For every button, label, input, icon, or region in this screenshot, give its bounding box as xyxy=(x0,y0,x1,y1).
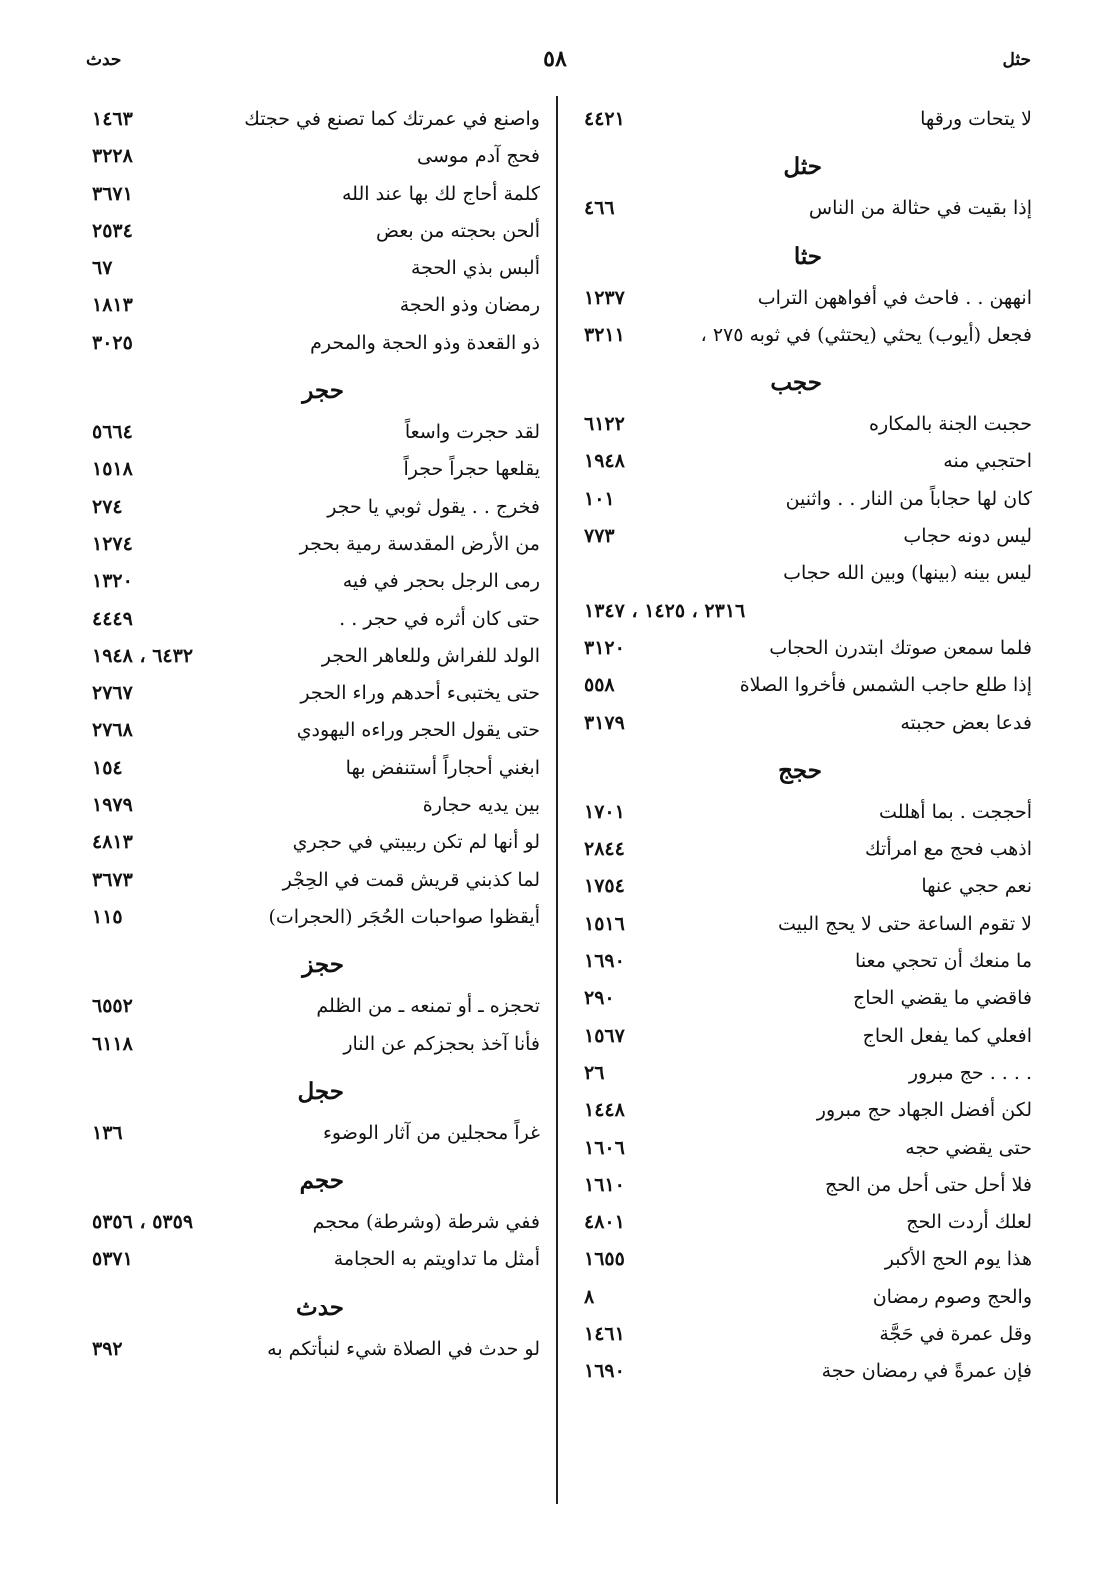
column-divider xyxy=(556,96,558,1504)
header-running-word-right: حثل xyxy=(1002,50,1031,70)
hadith-number: ١٠١ xyxy=(584,487,615,510)
entry-phrase: فدعا بعض حجبته xyxy=(900,711,1032,734)
entry-phrase: تحجزه ـ أو تمنعه ـ من الظلم xyxy=(316,995,540,1018)
index-entry xyxy=(580,1170,1032,1207)
hadith-number: ٢٧٦٨ xyxy=(92,719,133,742)
index-entry xyxy=(88,991,540,1028)
index-entry xyxy=(88,216,540,253)
entry-phrase: رمضان وذو الحجة xyxy=(399,294,540,317)
entry-phrase: حتى يقول الحجر وراءه اليهودي xyxy=(296,719,540,742)
section-heading-text: حدث xyxy=(296,1293,344,1321)
hadith-number: ٣٢٢٨ xyxy=(92,145,133,168)
entry-phrase: فلما سمعن صوتك ابتدرن الحجاب xyxy=(769,636,1032,659)
index-entry xyxy=(88,1207,540,1244)
hadith-number: ٢٨٤٤ xyxy=(584,838,625,861)
entry-phrase: لو حدث في الصلاة شيء لنبأتكم به xyxy=(267,1337,540,1360)
hadith-number: ١١٥ xyxy=(92,905,123,928)
index-entry xyxy=(580,1319,1032,1356)
entry-phrase: فجعل (أيوب) يحثي (يحتثي) في ثوبه ٢٧٥ ، xyxy=(700,323,1032,346)
hadith-number: ٥٣٧١ xyxy=(92,1248,133,1271)
index-entry xyxy=(88,1334,540,1371)
index-entry xyxy=(580,708,1032,745)
index-entry xyxy=(88,104,540,141)
index-entry xyxy=(88,1029,540,1066)
section-heading xyxy=(88,365,540,417)
entry-phrase: إذا طلع حاجب الشمس فأخروا الصلاة xyxy=(739,674,1032,697)
hadith-number: ١٣٢٠ xyxy=(92,570,133,593)
index-entry xyxy=(88,1244,540,1281)
entry-phrase: لقد حجرت واسعاً xyxy=(404,421,540,444)
entry-phrase: ليس دونه حجاب xyxy=(903,525,1032,548)
index-entry xyxy=(580,983,1032,1020)
index-entry xyxy=(88,790,540,827)
section-heading-text: حثل xyxy=(783,153,822,181)
section-heading xyxy=(88,939,540,991)
entry-phrase: فاقضي ما يقضي الحاج xyxy=(853,987,1032,1010)
index-entry xyxy=(580,1356,1032,1393)
entry-phrase: حتى يختبىء أحدهم وراء الحجر xyxy=(300,682,540,705)
section-heading xyxy=(580,231,1032,283)
index-entry xyxy=(88,641,540,678)
entry-phrase: ذو القعدة وذو الحجة والمحرم xyxy=(310,331,540,354)
hadith-number: ١٦٩٠ xyxy=(584,950,625,973)
index-entry xyxy=(580,909,1032,946)
index-entry xyxy=(88,715,540,752)
entry-phrase: أحججت . بما أهللت xyxy=(879,800,1032,823)
index-entry xyxy=(88,253,540,290)
hadith-number: ٢٦ xyxy=(584,1061,605,1084)
index-entry xyxy=(580,558,1032,595)
entry-phrase: كلمة أحاج لك بها عند الله xyxy=(341,182,540,205)
hadith-number: ١٥٤ xyxy=(92,756,123,779)
section-heading-text: حجب xyxy=(770,369,822,397)
hadith-number: ٤٨١٣ xyxy=(92,831,133,854)
hadith-number: ١٤٤٨ xyxy=(584,1099,625,1122)
entry-phrase: اذهب فحج مع امرأتك xyxy=(865,838,1032,861)
hadith-number: ١٧٥٤ xyxy=(584,875,625,898)
hadith-number: ١٦١٠ xyxy=(584,1173,625,1196)
hadith-number: ٣١٢٠ xyxy=(584,636,625,659)
section-heading xyxy=(580,357,1032,409)
entry-phrase: نعم حجي عنها xyxy=(921,875,1032,898)
entry-phrase: ألبس بذي الحجة xyxy=(410,257,540,280)
index-entry xyxy=(580,446,1032,483)
hadith-number: ١٨١٣ xyxy=(92,294,133,317)
hadith-number: ٥٣٥٩ ، ٥٣٥٦ xyxy=(92,1211,194,1234)
entry-phrase: ألحن بحجته من بعض xyxy=(375,219,540,242)
entry-phrase: من الأرض المقدسة رمية بحجر xyxy=(299,532,540,555)
left-column xyxy=(88,104,540,1371)
index-entry xyxy=(580,670,1032,707)
hadith-number: ٣٦٧٣ xyxy=(92,868,133,891)
entry-phrase: حتى كان أثره في حجر . . xyxy=(339,607,540,630)
hadith-number: ٢٣١٦ ، ١٤٢٥ ، ١٣٤٧ xyxy=(584,599,746,622)
index-entry xyxy=(88,753,540,790)
index-entry xyxy=(580,1282,1032,1319)
index-entry xyxy=(88,902,540,939)
header-running-word-left: حدث xyxy=(86,50,122,70)
hadith-number: ٣٠٢٥ xyxy=(92,331,133,354)
entry-phrase: ففي شرطة (وشرطة) محجم xyxy=(312,1211,540,1234)
hadith-number: ١٩٤٨ xyxy=(584,450,625,473)
hadith-number: ٦٥٥٢ xyxy=(92,995,133,1018)
entry-phrase: فخرج . . يقول ثوبي يا حجر xyxy=(327,495,540,518)
entry-phrase: أيقظوا صواحبات الحُجَر (الحجرات) xyxy=(268,905,540,928)
index-entry xyxy=(88,141,540,178)
index-entry xyxy=(88,492,540,529)
index-entry xyxy=(580,633,1032,670)
index-entry xyxy=(580,283,1032,320)
index-entry xyxy=(580,1058,1032,1095)
page-header xyxy=(0,44,1113,80)
index-entry xyxy=(580,1133,1032,1170)
index-entry xyxy=(580,946,1032,983)
entry-phrase: رمى الرجل بحجر في فيه xyxy=(342,570,540,593)
index-entry xyxy=(580,193,1032,230)
hadith-number: ١٦٥٥ xyxy=(584,1248,625,1271)
index-entry xyxy=(88,566,540,603)
section-heading-text: حجج xyxy=(778,756,822,784)
index-entry xyxy=(580,484,1032,521)
hadith-number: ٢٩٠ xyxy=(584,987,615,1010)
entry-phrase: لعلك أردت الحج xyxy=(906,1211,1032,1234)
index-entry xyxy=(88,417,540,454)
section-heading xyxy=(88,1066,540,1118)
hadith-number: ٤٦٦ xyxy=(584,197,615,220)
entry-phrase: ابغني أحجاراً أستنفض بها xyxy=(345,756,540,779)
hadith-number: ١٧٠١ xyxy=(584,800,625,823)
entry-phrase: أمثل ما تداويتم به الحجامة xyxy=(333,1248,540,1271)
hadith-number: ٣١٧٩ xyxy=(584,711,625,734)
entry-phrase: افعلي كما يفعل الحاج xyxy=(862,1024,1032,1047)
index-entry xyxy=(580,521,1032,558)
hadith-number: ٦٤٣٢ ، ١٩٤٨ xyxy=(92,644,194,667)
entry-phrase: وقل عمرة في حَجَّة xyxy=(879,1323,1032,1346)
hadith-number: ١٢٧٤ xyxy=(92,532,133,555)
hadith-number: ٤٨٠١ xyxy=(584,1211,625,1234)
index-entry xyxy=(580,1095,1032,1132)
entry-phrase: كان لها حجاباً من النار . . واثنين xyxy=(785,487,1032,510)
hadith-number: ٦١٢٢ xyxy=(584,413,625,436)
index-entry xyxy=(580,871,1032,908)
page-number: ٥٨ xyxy=(543,46,567,72)
index-entry xyxy=(580,834,1032,871)
section-heading-text: حجر xyxy=(302,377,344,405)
entry-phrase: بين يديه حجارة xyxy=(422,794,540,817)
section-heading-text: حجل xyxy=(297,1077,344,1105)
index-entry xyxy=(580,596,1032,633)
hadith-number: ٢٧٦٧ xyxy=(92,682,133,705)
hadith-number: ٧٧٣ xyxy=(584,525,615,548)
hadith-number: ١٥٦٧ xyxy=(584,1024,625,1047)
section-heading xyxy=(88,1155,540,1207)
index-entry xyxy=(88,529,540,566)
hadith-number: ٢٥٣٤ xyxy=(92,219,133,242)
entry-phrase: إذا بقيت في حثالة من الناس xyxy=(808,197,1032,220)
index-entry xyxy=(88,604,540,641)
index-entry xyxy=(580,104,1032,141)
hadith-number: ١٥١٦ xyxy=(584,912,625,935)
hadith-number: ١٣٦ xyxy=(92,1121,123,1144)
section-heading-text: حثا xyxy=(793,242,822,270)
entry-phrase: احتجبي منه xyxy=(943,450,1032,473)
entry-phrase: انههن . . فاحث في أفواههن التراب xyxy=(757,286,1032,309)
entry-phrase: لما كذبني قريش قمت في الحِجْر xyxy=(282,868,540,891)
entry-phrase: والحج وصوم رمضان xyxy=(872,1285,1032,1308)
entry-phrase: ما منعك أن تحجي معنا xyxy=(855,950,1032,973)
hadith-number: ١٦٠٦ xyxy=(584,1136,625,1159)
hadith-number: ١٩٧٩ xyxy=(92,794,133,817)
entry-phrase: لو أنها لم تكن ربيبتي في حجري xyxy=(292,831,540,854)
entry-phrase: ليس بينه (بينها) وبين الله حجاب xyxy=(783,562,1032,585)
entry-phrase: فأنا آخذ بحجزكم عن النار xyxy=(343,1032,540,1055)
entry-phrase: واصنع في عمرتك كما تصنع في حجتك xyxy=(244,108,540,130)
hadith-number: ١٤٦١ xyxy=(584,1323,625,1346)
index-entry xyxy=(580,1207,1032,1244)
index-entry xyxy=(580,409,1032,446)
index-entry xyxy=(88,179,540,216)
hadith-number: ٢٧٤ xyxy=(92,495,123,518)
index-entry xyxy=(580,320,1032,357)
hadith-number: ١٥١٨ xyxy=(92,458,133,481)
index-entry xyxy=(580,1244,1032,1281)
index-entry xyxy=(88,827,540,864)
section-heading xyxy=(580,141,1032,193)
hadith-number: ٦١١٨ xyxy=(92,1032,133,1055)
section-heading xyxy=(88,1282,540,1334)
hadith-number: ٨ xyxy=(584,1285,595,1308)
section-heading-text: حجم xyxy=(299,1167,344,1195)
entry-phrase: غراً محجلين من آثار الوضوء xyxy=(323,1121,540,1144)
index-entry xyxy=(580,1021,1032,1058)
entry-phrase: هذا يوم الحج الأكبر xyxy=(884,1248,1032,1271)
hadith-number: ٥٦٦٤ xyxy=(92,421,133,444)
hadith-number: ٣٢١١ xyxy=(584,323,625,346)
index-entry xyxy=(88,454,540,491)
index-entry xyxy=(88,328,540,365)
index-entry xyxy=(88,1118,540,1155)
hadith-number: ٤٤٢١ xyxy=(584,108,625,130)
entry-phrase: الولد للفراش وللعاهر الحجر xyxy=(321,644,540,667)
entry-phrase: فإن عمرةً في رمضان حجة xyxy=(821,1360,1032,1383)
entry-phrase: يقلعها حجراً حجراً xyxy=(403,458,540,481)
hadith-number: ١٤٦٣ xyxy=(92,108,133,130)
hadith-number: ٣٦٧١ xyxy=(92,182,133,205)
hadith-number: ١٢٣٧ xyxy=(584,286,625,309)
hadith-number: ٣٩٢ xyxy=(92,1337,123,1360)
entry-phrase: حتى يقضي حجه xyxy=(905,1136,1032,1159)
entry-phrase: فلا أحل حتى أحل من الحج xyxy=(825,1173,1032,1196)
section-heading xyxy=(580,745,1032,797)
entry-phrase: . . . . حج مبرور xyxy=(908,1061,1032,1084)
index-entry xyxy=(88,678,540,715)
section-heading-text: حجز xyxy=(302,951,344,979)
entry-phrase: فحج آدم موسى xyxy=(417,145,540,168)
right-column xyxy=(580,104,1032,1394)
index-entry xyxy=(580,797,1032,834)
hadith-number: ١٦٩٠ xyxy=(584,1360,625,1383)
index-entry xyxy=(88,290,540,327)
hadith-number: ٤٤٤٩ xyxy=(92,607,133,630)
index-entry xyxy=(88,865,540,902)
hadith-number: ٦٧ xyxy=(92,257,113,280)
hadith-number: ٥٥٨ xyxy=(584,674,615,697)
entry-phrase: لكن أفضل الجهاد حج مبرور xyxy=(816,1099,1032,1122)
entry-phrase: لا يتحات ورقها xyxy=(920,108,1032,130)
entry-phrase: لا تقوم الساعة حتى لا يحج البيت xyxy=(777,912,1032,935)
entry-phrase: حجبت الجنة بالمكاره xyxy=(869,413,1032,436)
